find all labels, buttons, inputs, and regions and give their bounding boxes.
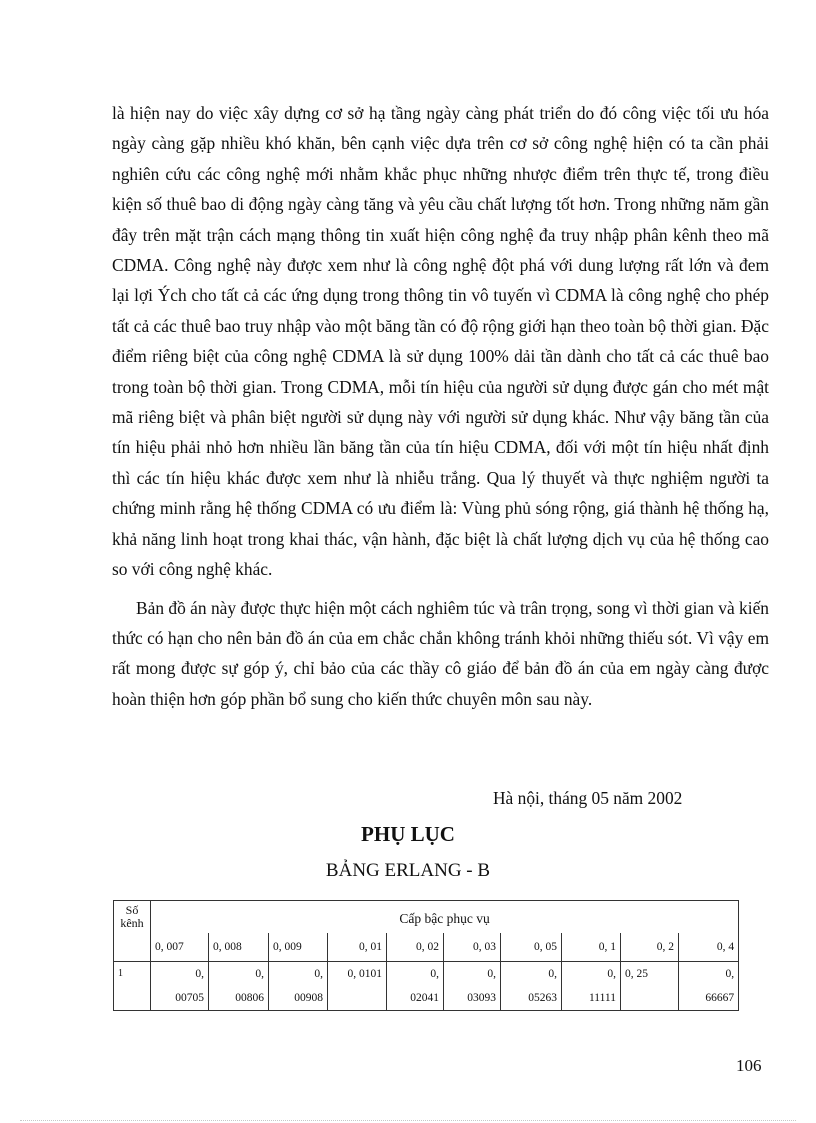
paragraph-cdma-overview: là hiện nay do việc xây dựng cơ sở hạ tầng ngày càng phát triển do đó công việc tối ưu hóa ngày càng gặp nhiều khó khăn, bên cạnh việc dựa trên cơ sở công nghệ hiện có ta cần phải nghiên cứu các công nghệ mới nhằm khắc phục những nhược điểm trên thực tế, trong điều kiện số thuê bao di động ngày càng tăng và yêu cầu chất lượng tốt hơn. Trong những năm gần đây trên mặt trận cách mạng thông tin xuất hiện công nghệ đa truy nhập phân kênh theo mã CDMA. Công nghệ này được xem như là công nghệ đột phá với dung lượng rất lớn và đem lại lợi Ých cho tất cả các ứng dụng trong thông tin vô tuyến vì CDMA là công nghệ cho phép tất cả các thuê bao truy nhập vào một băng tần có độ rộng giới hạn theo toàn bộ thời gian. Đặc điểm riêng biệt của công nghệ CDMA là sử dụng 100% dải tần dành cho tất cả các thuê bao trong toàn bộ thời gian. Trong CDMA, mỗi tín hiệu của người sử dụng được gán cho mét mật mã riêng biệt và phân biệt người sử dụng này với người sử dụng khác. Như vậy băng tần của tín hiệu phải nhỏ hơn nhiều lần băng tần của tín hiệu CDMA, đối với một tín hiệu nhất định thì các tín hiệu khác được xem như là nhiễu trắng. Qua lý thuyết và thực nghiệm người ta chứng minh rằng hệ thống CDMA có ưu điểm là: Vùng phủ sóng rộng, giá thành hệ thống hạ, khả năng linh hoạt trong khai thác, vận hành, đặc biệt là chất lượng dịch vụ của hệ thống cao so với công nghệ khác. xyxy=(112,103,769,580)
page-number: 106 xyxy=(736,1056,762,1075)
channels-header: Số kênh xyxy=(120,903,144,930)
body-text xyxy=(112,98,769,714)
table-row xyxy=(114,962,739,1011)
grade-header: 0, 4 xyxy=(679,933,739,962)
grade-header: 0, 007 xyxy=(151,933,209,962)
grade-group-header xyxy=(151,901,739,933)
grade-header: 0, 02 xyxy=(387,933,444,962)
grade-header: 0, 009 xyxy=(269,933,328,962)
table-cell: 0, 03093 xyxy=(444,962,501,1011)
grade-group-label: Cấp bậc phục vụ xyxy=(399,911,490,926)
date-signature: Hà nội, tháng 05 năm 2002 xyxy=(493,788,683,808)
table-cell: 0, 05263 xyxy=(501,962,562,1011)
table-cell: 0, 02041 xyxy=(387,962,444,1011)
grade-header: 0, 01 xyxy=(328,933,387,962)
grade-header-row xyxy=(114,933,739,962)
erlang-b-table xyxy=(113,900,739,1011)
paragraph-closing-remarks: Bản đồ án này được thực hiện một cách nghiêm túc và trân trọng, song vì thời gian và kiến thức có hạn cho nên bản đồ án của em chắc chắn không tránh khỏi những thiếu sót. Vì vậy em rất mong được sự góp ý, chỉ bảo của các thầy cô giáo để bản đồ án của em ngày càng được hoàn thiện hơn góp phần bổ sung cho kiến thức chuyên môn sau này. xyxy=(112,597,769,709)
grade-header: 0, 2 xyxy=(621,933,679,962)
table-cell: 0, 25 xyxy=(621,962,679,1011)
footer-divider xyxy=(20,1120,796,1121)
grade-header: 0, 03 xyxy=(444,933,501,962)
appendix-title: PHỤ LỤC xyxy=(361,822,455,846)
grade-header: 0, 008 xyxy=(209,933,269,962)
grade-header: 0, 05 xyxy=(501,933,562,962)
table-title: BẢNG ERLANG - B xyxy=(325,860,491,881)
table-corner-cell xyxy=(114,901,151,962)
table-cell: 0, 00806 xyxy=(209,962,269,1011)
table-cell: 0, 11111 xyxy=(562,962,621,1011)
table-cell: 0, 00908 xyxy=(269,962,328,1011)
table-cell: 0, 66667 xyxy=(679,962,739,1011)
grade-header: 0, 1 xyxy=(562,933,621,962)
table-cell: 0, 00705 xyxy=(151,962,209,1011)
table-cell: 0, 0101 xyxy=(328,962,387,1011)
channels-cell: 1 xyxy=(114,962,151,1011)
